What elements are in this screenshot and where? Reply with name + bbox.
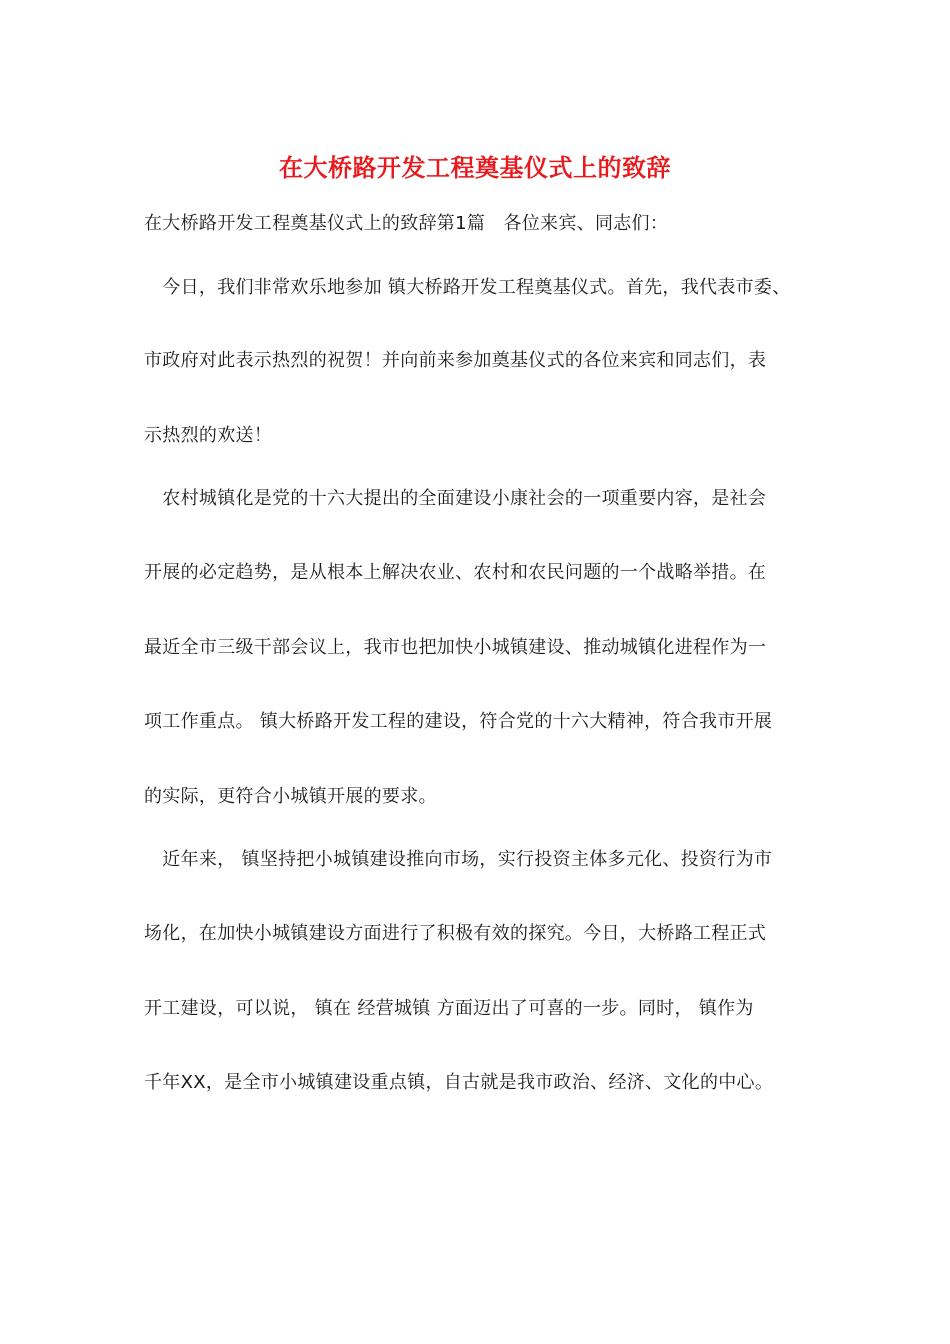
text-line-9: 的实际，更符合小城镇开展的要求。	[144, 786, 437, 807]
text-line-8: 项工作重点。 镇大桥路开发工程的建设，符合党的十六大精神，符合我市开展	[144, 711, 773, 732]
document-title: 在大桥路开发工程奠基仪式上的致辞	[279, 153, 671, 182]
text-line-2: 今日，我们非常欢乐地参加 镇大桥路开发工程奠基仪式。首先，我代表市委、	[144, 277, 791, 298]
text-line-1: 在大桥路开发工程奠基仪式上的致辞第1篇 各位来宾、同志们：	[144, 213, 669, 234]
text-line-5: 农村城镇化是党的十六大提出的全面建设小康社会的一项重要内容，是社会	[144, 488, 767, 509]
text-line-3: 市政府对此表示热烈的祝贺！并向前来参加奠基仪式的各位来宾和同志们，表	[144, 350, 767, 371]
text-line-10: 近年来， 镇坚持把小城镇建设推向市场，实行投资主体多元化、投资行为市	[144, 849, 773, 870]
text-line-12: 开工建设，可以说， 镇在 经营城镇 方面迈出了可喜的一步。同时， 镇作为	[144, 998, 754, 1019]
text-line-6: 开展的必定趋势，是从根本上解决农业、农村和农民问题的一个战略举措。在	[144, 562, 767, 583]
text-line-13: 千年XX，是全市小城镇建设重点镇，自古就是我市政治、经济、文化的中心。	[144, 1072, 774, 1093]
text-line-4: 示热烈的欢送！	[144, 425, 273, 446]
text-line-11: 场化，在加快小城镇建设方面进行了积极有效的探究。今日，大桥路工程正式	[144, 923, 767, 944]
text-line-7: 最近全市三级干部会议上，我市也把加快小城镇建设、推动城镇化进程作为一	[144, 637, 767, 658]
